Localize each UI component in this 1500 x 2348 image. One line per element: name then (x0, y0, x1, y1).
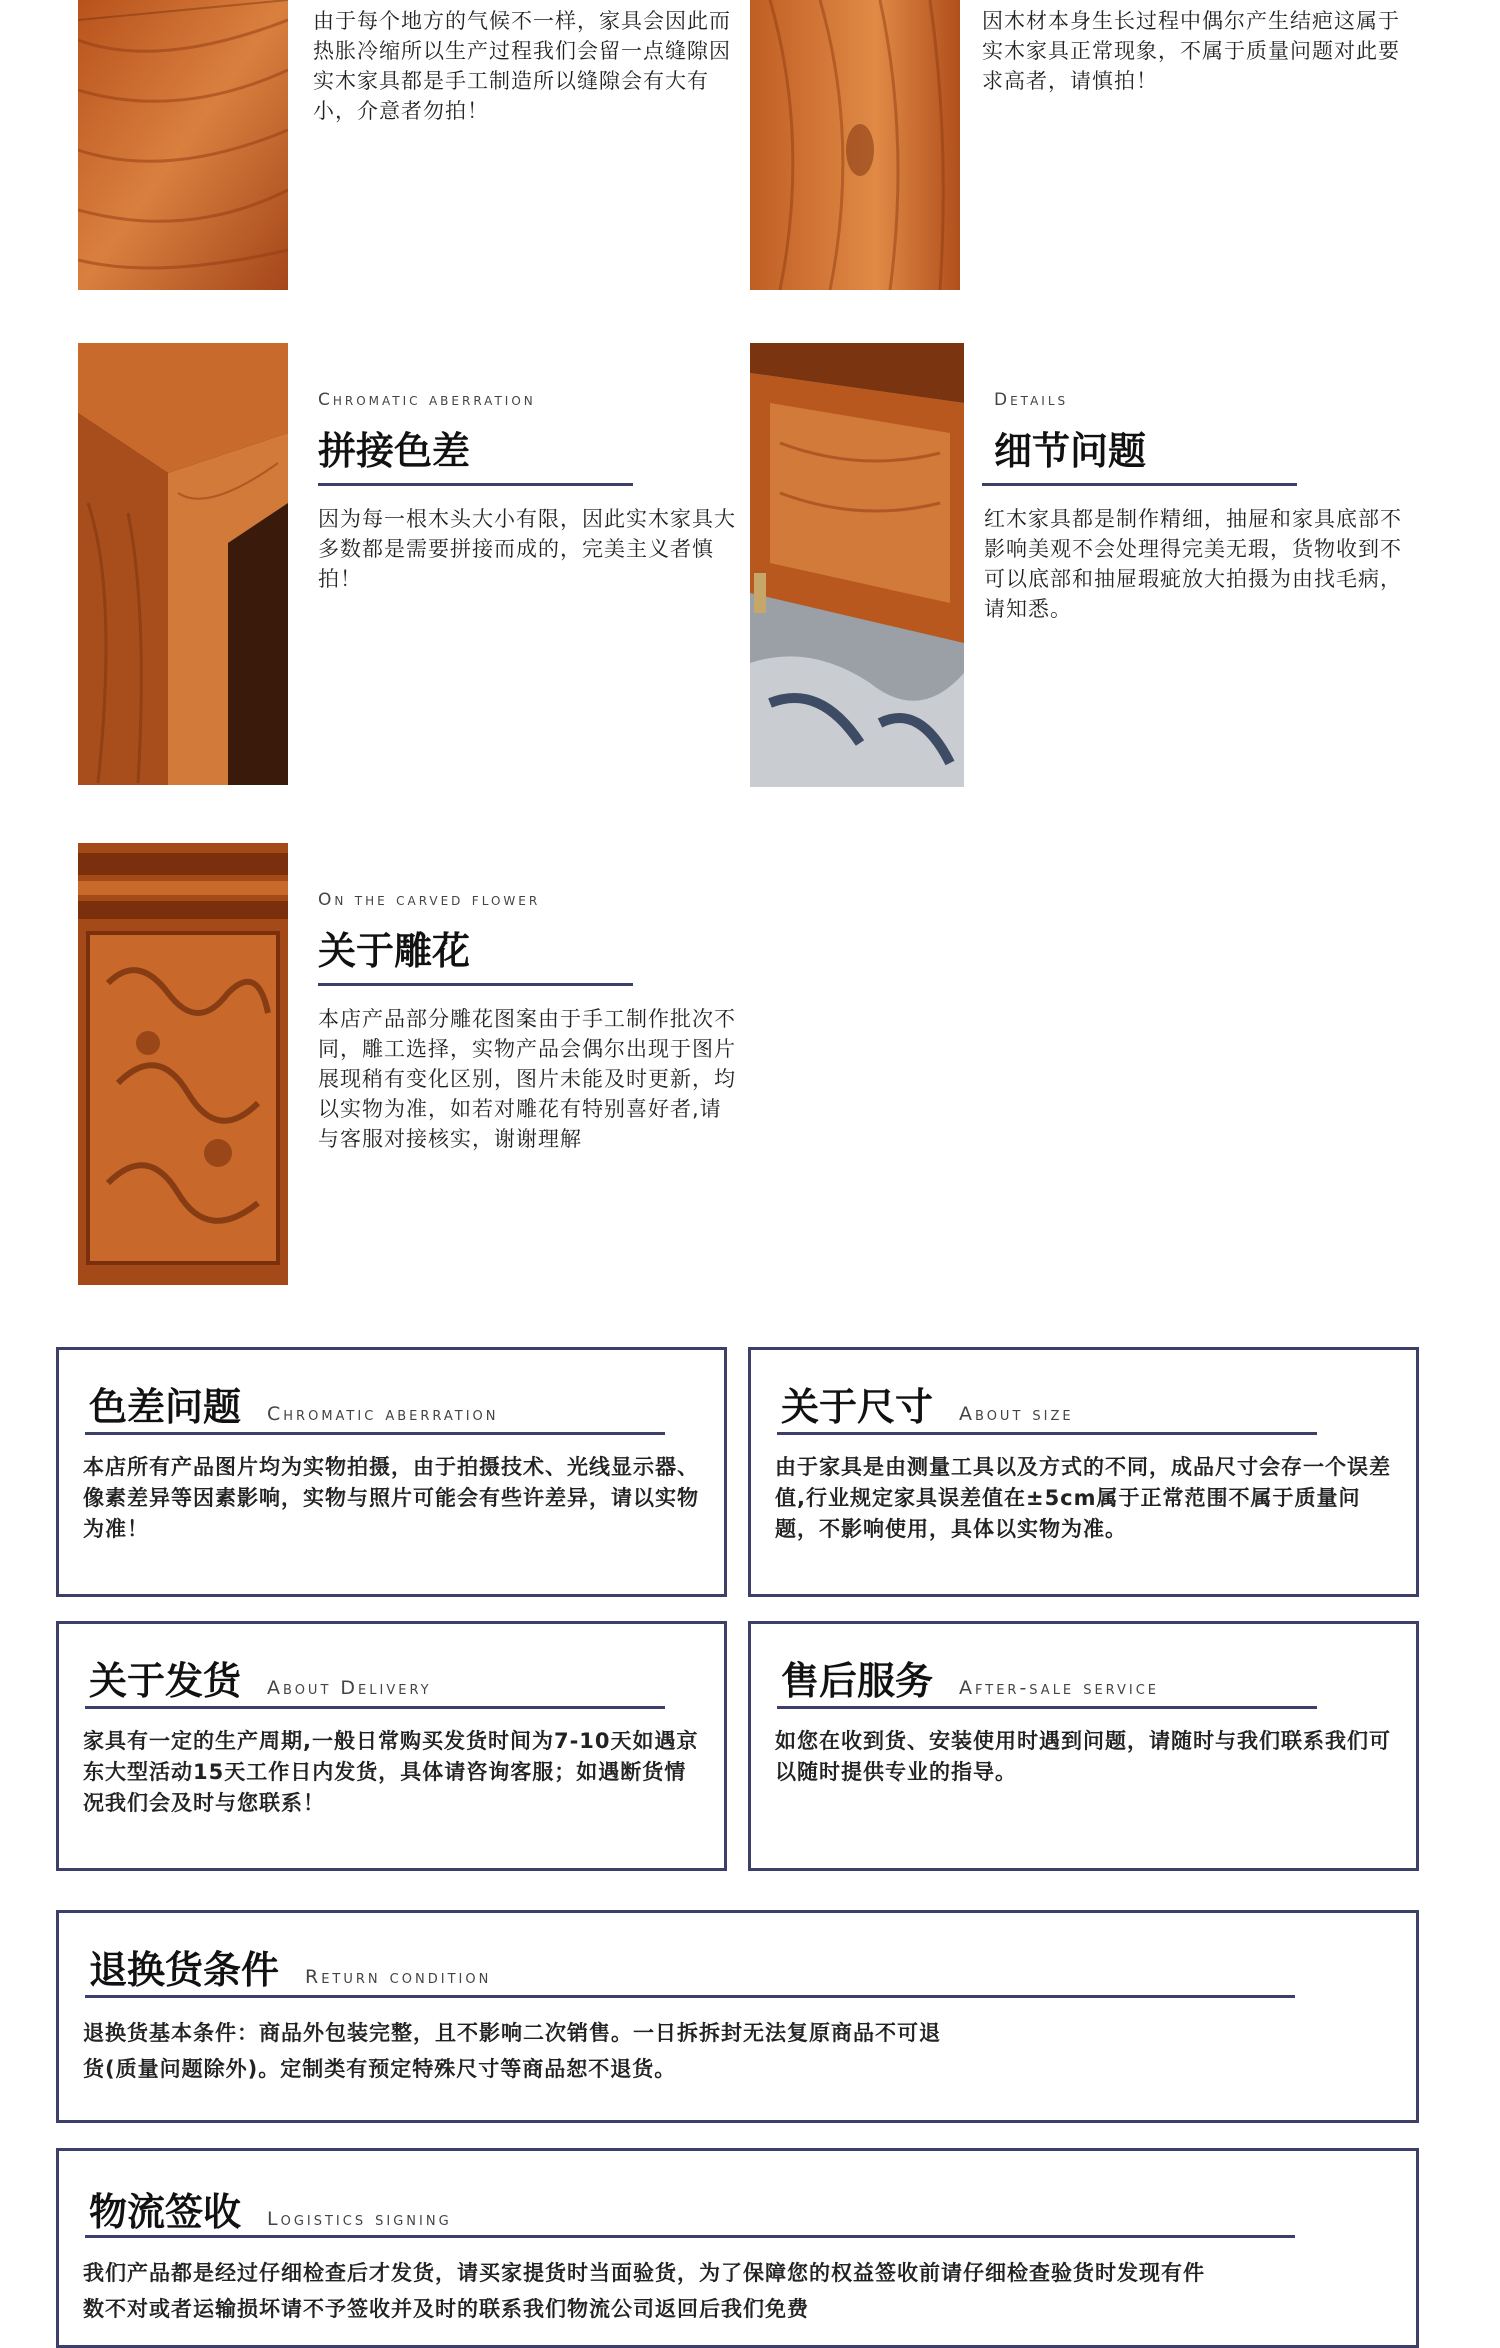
gap-note (313, 6, 733, 126)
details-section (984, 390, 1414, 624)
color-policy-body: 本店所有产品图片均为实物拍摄，由于拍摄技术、光线显示器、像素差异等因素影响，实物与照片可能会有些许差异，请以实物为准！ (83, 1455, 699, 1541)
wood-grain-photo-2 (750, 0, 960, 290)
delivery-policy-box (56, 1621, 727, 1871)
wood-grain-photo-1 (78, 0, 288, 290)
knot-note-body: 因木材本身生长过程中偶尔产生结疤这属于实木家具正常现象，不属于质量问题对此要求高者，请慎拍！ (982, 9, 1400, 93)
logistics-policy-en-title: Logistics signing (267, 2208, 452, 2230)
aftersale-policy-title: 售后服务 (781, 1659, 934, 1703)
aftersale-policy-divider (777, 1706, 1317, 1709)
color-policy-en-title: Chromatic aberration (267, 1403, 499, 1425)
size-policy-title: 关于尺寸 (781, 1385, 934, 1429)
splice-body: 因为每一根木头大小有限，因此实木家具大多数都是需要拼接而成的，完美主义者慎拍！ (318, 507, 736, 591)
size-policy-box (748, 1347, 1419, 1597)
drawer-detail-photo (750, 343, 964, 787)
size-policy-en-title: About size (959, 1403, 1074, 1425)
carving-detail-photo (78, 843, 288, 1285)
aftersale-policy-body: 如您在收到货、安装使用时遇到问题，请随时与我们联系我们可以随时提供专业的指导。 (775, 1729, 1391, 1784)
aftersale-policy-en-title: After-sale service (959, 1677, 1159, 1699)
logistics-policy-title: 物流签收 (89, 2190, 242, 2234)
carving-divider (318, 983, 633, 986)
color-policy-title: 色差问题 (89, 1385, 242, 1429)
delivery-policy-body: 家具有一定的生产周期,一般日常购买发货时间为7-10天如遇京东大型活动15天工作日内发货，具体请咨询客服；如遇断货情况我们会及时与您联系！ (83, 1729, 699, 1815)
aftersale-policy-box (748, 1621, 1419, 1871)
wood-joint-photo (78, 343, 288, 785)
splice-cn-title: 拼接色差 (318, 429, 471, 473)
return-policy-en-title: Return condition (305, 1966, 492, 1988)
color-policy-box (56, 1347, 727, 1597)
splice-divider (318, 483, 633, 486)
details-divider (982, 483, 1297, 486)
color-policy-divider (85, 1432, 665, 1435)
logistics-policy-box (56, 2148, 1419, 2348)
logistics-policy-body: 我们产品都是经过仔细检查后才发货，请买家提货时当面验货，为了保障您的权益签收前请仔细检查验货时发现有件数不对或者运输损坏请不予签收并及时的联系我们物流公司返回后我们免费 (83, 2261, 1205, 2321)
splice-section (318, 390, 738, 594)
logistics-policy-divider (85, 2235, 1295, 2238)
details-cn-title: 细节问题 (994, 429, 1147, 473)
delivery-policy-divider (85, 1706, 665, 1709)
details-body: 红木家具都是制作精细，抽屉和家具底部不影响美观不会处理得完美无瑕，货物收到不可以底部和抽屉瑕疵放大拍摄为由找毛病，请知悉。 (984, 507, 1402, 621)
gap-note-body: 由于每个地方的气候不一样，家具会因此而热胀冷缩所以生产过程我们会留一点缝隙因实木家具都是手工制造所以缝隙会有大有小，介意者勿拍！ (313, 9, 731, 123)
size-policy-divider (777, 1432, 1317, 1435)
carving-cn-title: 关于雕花 (318, 929, 471, 973)
carving-body: 本店产品部分雕花图案由于手工制作批次不同，雕工选择，实物产品会偶尔出现于图片展现稍有变化区别，图片未能及时更新，均以实物为准，如若对雕花有特别喜好者,请与客服对接核实，谢谢理解 (318, 1007, 736, 1151)
knot-note (982, 6, 1402, 96)
splice-en-title: Chromatic aberration (318, 390, 536, 410)
return-policy-body: 退换货基本条件：商品外包装完整，且不影响二次销售。一日拆拆封无法复原商品不可退货(质量问题除外)。定制类有预定特殊尺寸等商品恕不退货。 (83, 2021, 941, 2081)
carving-section (318, 890, 738, 1154)
return-policy-divider (85, 1995, 1295, 1998)
return-policy-box (56, 1910, 1419, 2123)
size-policy-body: 由于家具是由测量工具以及方式的不同，成品尺寸会存一个误差值,行业规定家具误差值在±5cm属于正常范围不属于质量问题，不影响使用，具体以实物为准。 (775, 1455, 1391, 1541)
delivery-policy-en-title: About Delivery (267, 1677, 432, 1699)
details-en-title: Details (994, 390, 1069, 410)
carving-en-title: On the carved flower (318, 890, 541, 910)
return-policy-title: 退换货条件 (89, 1948, 280, 1992)
delivery-policy-title: 关于发货 (89, 1659, 242, 1703)
